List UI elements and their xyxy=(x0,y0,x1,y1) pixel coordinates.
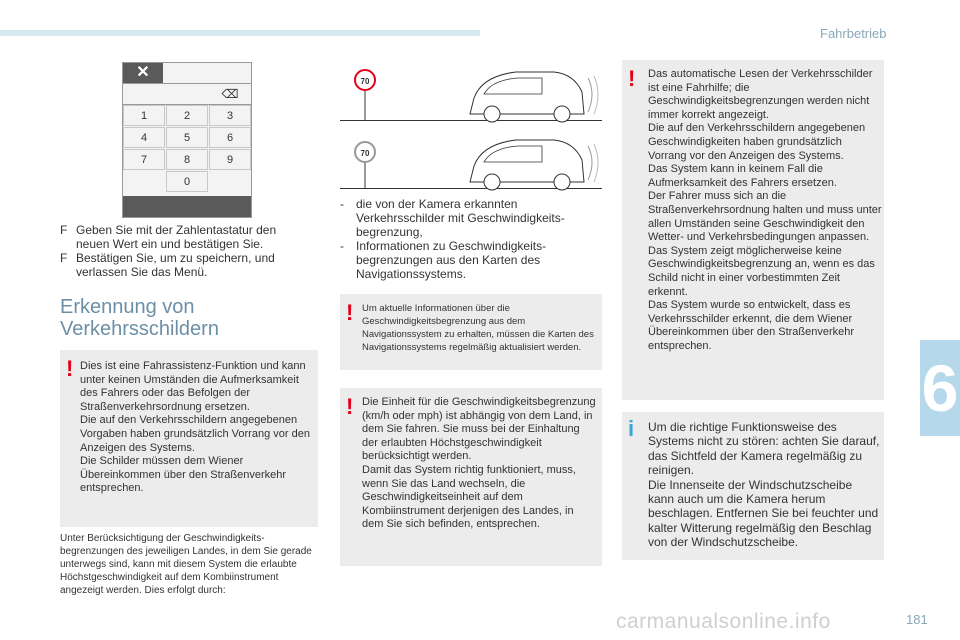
warning-box-reading xyxy=(622,60,884,400)
section-title: Fahrbetrieb xyxy=(820,26,887,41)
list-dash: - xyxy=(340,197,344,211)
instruction-item xyxy=(60,251,310,279)
speed-sign-value: 70 xyxy=(360,149,370,158)
header-bar xyxy=(0,30,480,36)
list-item-text: die von der Kamera erkannten Verkehrsschilder mit Geschwindigkeits-begrenzung, xyxy=(356,197,565,239)
keypad-key-1[interactable]: 1 xyxy=(123,105,165,126)
keypad-key-4[interactable]: 4 xyxy=(123,127,165,148)
speed-sign-value: 70 xyxy=(360,77,370,86)
warning-icon: ! xyxy=(628,66,636,91)
wheel-icon xyxy=(554,174,570,190)
wheel-icon xyxy=(554,106,570,122)
page-number: 181 xyxy=(906,612,928,627)
info-icon: i xyxy=(628,416,635,441)
warning-box-navigation xyxy=(340,294,602,370)
warning-text: Um aktuelle Informationen über die Geschwindigkeitsbegrenzung aus dem Navigationssystem zu erhalten, müssen die Karten des Navigationssystems regelmäßig aktualisiert werden. xyxy=(362,303,594,353)
instruction-list xyxy=(60,223,310,279)
close-icon[interactable]: ✕ xyxy=(123,63,163,83)
instruction-text: Bestätigen Sie, um zu speichern, und verlassen Sie das Menü. xyxy=(76,251,275,279)
instruction-item xyxy=(60,223,310,251)
keypad-key-8[interactable]: 8 xyxy=(166,149,208,170)
warning-icon: ! xyxy=(346,394,354,419)
warning-box-assistance xyxy=(60,350,318,527)
keypad-key-2[interactable]: 2 xyxy=(166,105,208,126)
keypad-top-bar xyxy=(123,63,251,84)
motion-lines xyxy=(588,78,592,112)
heading-line-1: Erkennung von xyxy=(60,296,195,318)
bullet-arrow-icon: F xyxy=(60,251,68,265)
heading-line-2: Verkehrsschildern xyxy=(60,318,219,340)
keypad-key-7[interactable]: 7 xyxy=(123,149,165,170)
warning-icon: ! xyxy=(346,300,354,325)
motion-lines xyxy=(594,76,598,114)
wheel-icon xyxy=(484,106,500,122)
keypad-input-field[interactable] xyxy=(123,84,251,105)
motion-lines xyxy=(588,146,592,180)
instruction-text: Geben Sie mit der Zahlentastatur den neuen Wert ein und bestätigen Sie. xyxy=(76,223,277,251)
keypad-key-6[interactable]: 6 xyxy=(209,127,251,148)
chapter-tab: 6 xyxy=(920,340,960,436)
bullet-arrow-icon: F xyxy=(60,223,68,237)
warning-box-units xyxy=(340,388,602,566)
list-item xyxy=(340,239,602,281)
warning-icon: ! xyxy=(66,356,74,381)
keypad-key-0[interactable]: 0 xyxy=(166,171,208,192)
info-text: Um die richtige Funktionsweise des Systems nicht zu stören: achten Sie darauf, das Sichtfeld der Kamera regelmäßig zu reinigen. Die Innenseite der Windschutzscheibe kann auch um die Kamera herum beschlagen. Entfernen Sie bei feuchter und kalter Witterung regelmäßig den Beschlag von der Windschutzscheibe. xyxy=(648,420,880,550)
source-list xyxy=(340,197,602,281)
motion-lines xyxy=(594,144,598,182)
car-illustration-top xyxy=(340,58,602,130)
warning-text: Das automatische Lesen der Verkehrsschilder ist eine Fahrhilfe; die Geschwindigkeitsbegrenzungen werden nicht immer korrekt angezeigt. Die auf den Verkehrsschildern angegebenen Geschwindigkeiten haben grundsätzlich Vorrang vor den Anzeigen des Systems. Das System kann in keinem Fall die Aufmerksamkeit des Fahrers ersetzen. Der Fahrer muss sich an die Straßenverkehrsordnung halten und muss unter allen Umständen seine Geschwindigkeit den Wetter- und Verkehrsbedingungen anpassen. Das System zeigt möglicherweise keine Geschwindigkeitsbegrenzung an, wenn es das Schild nicht in einer vorbestimmten Zeit erkennt. Das System wurde so entwickelt, dass es Verkehrsschilder erkennt, die dem Wiener Übereinkommen über den Straßenverkehr entsprechen. xyxy=(648,68,882,352)
keypad-bottom-bar xyxy=(123,196,251,217)
list-item xyxy=(340,197,602,239)
section-heading xyxy=(60,296,330,340)
list-dash: - xyxy=(340,239,344,253)
info-box-camera xyxy=(622,412,884,560)
warning-text: Die Einheit für die Geschwindigkeitsbegrenzung (km/h oder mph) ist abhängig von dem Land, in dem Sie fahren. Sie muss bei der Einhaltung der erlaubten Höchstgeschwindigkeit berücksichtigt werden. Damit das System richtig funktioniert, muss, wenn Sie das Land wechseln, die Geschwindigkeitseinheit auf dem Kombiinstrument derjenigen des Landes, in dem Sie sich befinden, entsprechen. xyxy=(362,396,596,531)
warning-text: Dies ist eine Fahrassistenz-Funktion und kann unter keinen Umständen die Aufmerksamkeit des Fahrers oder das Befolgen der Straßenverkehrsordnung ersetzen. Die auf den Verkehrsschildern angegebenen Vorgaben haben grundsätzlich Vorrang vor den Anzeigen des Systems. Die Schilder müssen dem Wiener Übereinkommen über den Straßenverkehr entsprechen. xyxy=(80,360,310,495)
keypad-key-3[interactable]: 3 xyxy=(209,105,251,126)
body-paragraph: Unter Berücksichtigung der Geschwindigkeits-begrenzungen des jeweiligen Landes, in dem Sie gerade unterwegs sind, kann mit diesem System die erlaubte Höchstgeschwindigkeit auf dem Kombiinstrument angezeigt werden. Dies erfolgt durch: xyxy=(60,533,312,596)
list-item-text: Informationen zu Geschwindigkeits-begrenzungen aus den Karten des Navigationssystems. xyxy=(356,239,547,281)
watermark: carmanualsonline.info xyxy=(616,610,831,633)
wheel-icon xyxy=(484,174,500,190)
numeric-keypad xyxy=(122,62,252,218)
keypad-key-9[interactable]: 9 xyxy=(209,149,251,170)
backspace-icon[interactable]: ⌫ xyxy=(221,87,239,101)
car-illustration-bottom xyxy=(340,130,602,196)
keypad-key-5[interactable]: 5 xyxy=(166,127,208,148)
